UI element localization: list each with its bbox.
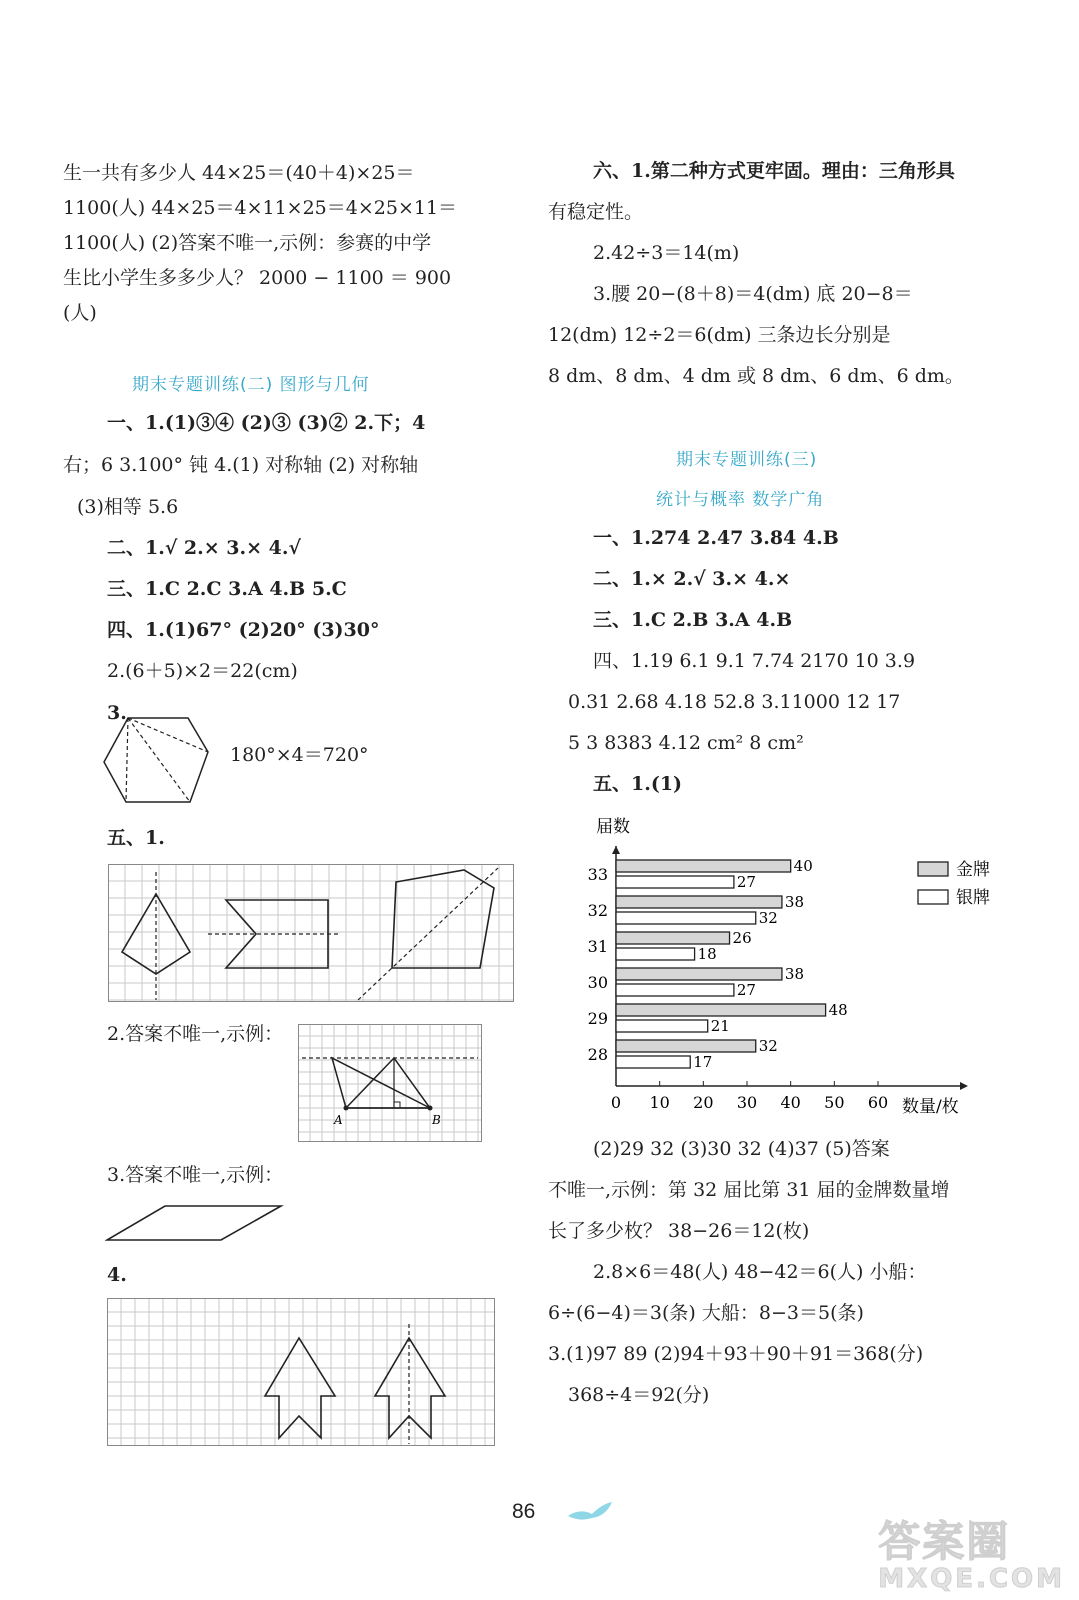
y-tick-label: 30 <box>587 973 608 992</box>
bar-value-label: 32 <box>758 909 778 927</box>
watermark <box>878 1517 1065 1594</box>
s3-line-7: 五、1.(1) <box>593 773 683 795</box>
after-chart-line-7: 368÷4＝92(分) <box>568 1384 710 1406</box>
bar-银牌-31 <box>616 948 695 960</box>
bar-银牌-29 <box>616 1020 708 1032</box>
after-chart-line-1: (2)29 32 (3)30 32 (4)37 (5)答案 <box>593 1138 890 1160</box>
bar-value-label: 48 <box>828 1001 848 1019</box>
bar-value-label: 32 <box>758 1037 778 1055</box>
y-tick-label: 32 <box>587 901 608 920</box>
bar-银牌-33 <box>616 876 734 888</box>
after-chart-line-6: 3.(1)97 89 (2)94＋93＋90＋91＝368(分) <box>548 1343 924 1365</box>
y-tick-label: 33 <box>587 865 608 884</box>
grid-symmetry <box>108 864 514 1002</box>
after-chart-line-3: 长了多少枚？ 38−26＝12(枚) <box>548 1220 810 1242</box>
s2-line-6: 四、1.(1)67° (2)20° (3)30° <box>107 619 380 641</box>
x-axis-arrow <box>960 1082 968 1090</box>
s3-line-2: 二、1.× 2.√ 3.× 4.× <box>593 568 791 590</box>
bar-value-label: 17 <box>693 1053 713 1071</box>
x-tick-label: 40 <box>780 1093 801 1112</box>
bar-value-label: 21 <box>710 1017 730 1035</box>
x-tick-label: 20 <box>693 1093 714 1112</box>
intro-line-4: 生比小学生多多少人？ 2000 − 1100 ＝ 900 <box>63 267 452 289</box>
bar-value-label: 26 <box>732 929 752 947</box>
after-chart-line-4: 2.8×6＝48(人) 48−42＝6(人) 小船： <box>593 1261 927 1283</box>
x-tick-label: 0 <box>610 1093 622 1112</box>
page-number: 86 <box>512 1500 536 1523</box>
after-chart-line-5: 6÷(6−4)＝3(条) 大船：8−3＝5(条) <box>548 1302 864 1324</box>
y-tick-label: 31 <box>587 937 608 956</box>
bar-银牌-32 <box>616 912 756 924</box>
s2-line-2: 右；6 3.100° 钝 4.(1) 对称轴 (2) 对称轴 <box>63 454 419 476</box>
bar-value-label: 40 <box>793 857 813 875</box>
q5-2-label: 2.答案不唯一,示例： <box>107 1023 284 1045</box>
section-2-title: 期末专题训练(二) 图形与几何 <box>132 375 370 395</box>
bar-金牌-32 <box>616 896 782 908</box>
bar-金牌-31 <box>616 932 730 944</box>
bar-金牌-28 <box>616 1040 756 1052</box>
legend-swatch-金牌 <box>918 862 948 876</box>
s2-line-5: 三、1.C 2.C 3.A 4.B 5.C <box>107 578 347 600</box>
intro-line-5: (人) <box>63 302 97 324</box>
y-tick-label: 29 <box>587 1009 608 1028</box>
chart-xlabel: 数量/枚 <box>902 1097 959 1117</box>
chart-ylabel: 届数 <box>596 817 630 837</box>
watermark-logo: 答案圈 <box>878 1517 1011 1566</box>
s3-line-1: 一、1.274 2.47 3.84 4.B <box>593 527 839 549</box>
s3-line-6: 5 3 8383 4.12 cm² 8 cm² <box>568 732 804 754</box>
q5-label: 五、1. <box>107 827 165 849</box>
q5-4-label: 4. <box>107 1264 127 1286</box>
s3-line-4: 四、1.19 6.1 9.1 7.74 2170 10 3.9 <box>593 650 916 672</box>
bar-金牌-33 <box>616 860 791 872</box>
s2-line-4: 二、1.√ 2.× 3.× 4.√ <box>107 537 301 559</box>
intro-line-2: 1100(人) 44×25＝4×11×25＝4×25×11＝ <box>63 197 458 219</box>
section-3-title: 期末专题训练(三) <box>676 450 818 470</box>
s1-line-5: 12(dm) 12÷2＝6(dm) 三条边长分别是 <box>548 324 891 346</box>
s1-line-4: 3.腰 20−(8＋8)＝4(dm) 底 20−8＝ <box>593 283 913 305</box>
watermark-url: MXQE.COM <box>878 1564 1065 1594</box>
grid-arrows <box>107 1298 495 1446</box>
bar-value-label: 27 <box>736 873 756 891</box>
s1-line-1: 六、1.第二种方式更牢固。理由：三角形具 <box>593 160 955 182</box>
bar-银牌-30 <box>616 984 734 996</box>
hexagon-figure <box>100 712 220 808</box>
leaf-ornament-icon <box>566 1498 616 1524</box>
intro-line-3: 1100(人) (2)答案不唯一,示例：参赛的中学 <box>63 232 432 254</box>
legend-swatch-银牌 <box>918 890 948 904</box>
s1-line-2: 有稳定性。 <box>548 201 644 223</box>
intro-line-1: 生一共有多少人 44×25＝(40＋4)×25＝ <box>63 162 415 184</box>
bar-金牌-29 <box>616 1004 826 1016</box>
legend-label: 银牌 <box>956 888 990 908</box>
bar-value-label: 18 <box>697 945 717 963</box>
bar-value-label: 38 <box>784 965 805 983</box>
x-tick-label: 10 <box>649 1093 670 1112</box>
s2-line-1: 一、1.(1)③④ (2)③ (3)② 2.下；4 <box>107 412 426 434</box>
medal-bar-chart <box>560 808 1030 1126</box>
legend-label: 金牌 <box>956 860 990 880</box>
hexagon-equation: 180°×4＝720° <box>230 744 369 766</box>
grid-triangles <box>298 1024 482 1142</box>
y-axis-arrow <box>612 846 620 854</box>
q5-3-label: 3.答案不唯一,示例： <box>107 1164 284 1186</box>
parallelogram-figure <box>105 1204 285 1244</box>
s2-line-3: (3)相等 5.6 <box>77 496 179 518</box>
bar-金牌-30 <box>616 968 782 980</box>
x-tick-label: 30 <box>736 1093 758 1112</box>
section-3-subtitle: 统计与概率 数学广角 <box>656 490 825 510</box>
s2-line-7: 2.(6＋5)×2＝22(cm) <box>107 660 298 682</box>
bar-value-label: 38 <box>784 893 805 911</box>
bar-银牌-28 <box>616 1056 690 1068</box>
after-chart-line-2: 不唯一,示例：第 32 届比第 31 届的金牌数量增 <box>548 1179 950 1201</box>
s2-line-8: 3. <box>107 702 127 724</box>
x-tick-label: 50 <box>824 1093 845 1112</box>
s3-line-5: 0.31 2.68 4.18 52.8 3.11000 12 17 <box>568 691 901 713</box>
s1-line-6: 8 dm、8 dm、4 dm 或 8 dm、6 dm、6 dm。 <box>548 365 964 387</box>
s3-line-3: 三、1.C 2.B 3.A 4.B <box>593 609 793 631</box>
s1-line-3: 2.42÷3＝14(m) <box>593 242 740 264</box>
point-b: B <box>432 1113 441 1127</box>
x-tick-label: 60 <box>867 1093 889 1112</box>
bar-value-label: 27 <box>736 981 756 999</box>
y-tick-label: 28 <box>587 1045 608 1064</box>
point-a: A <box>334 1113 343 1127</box>
